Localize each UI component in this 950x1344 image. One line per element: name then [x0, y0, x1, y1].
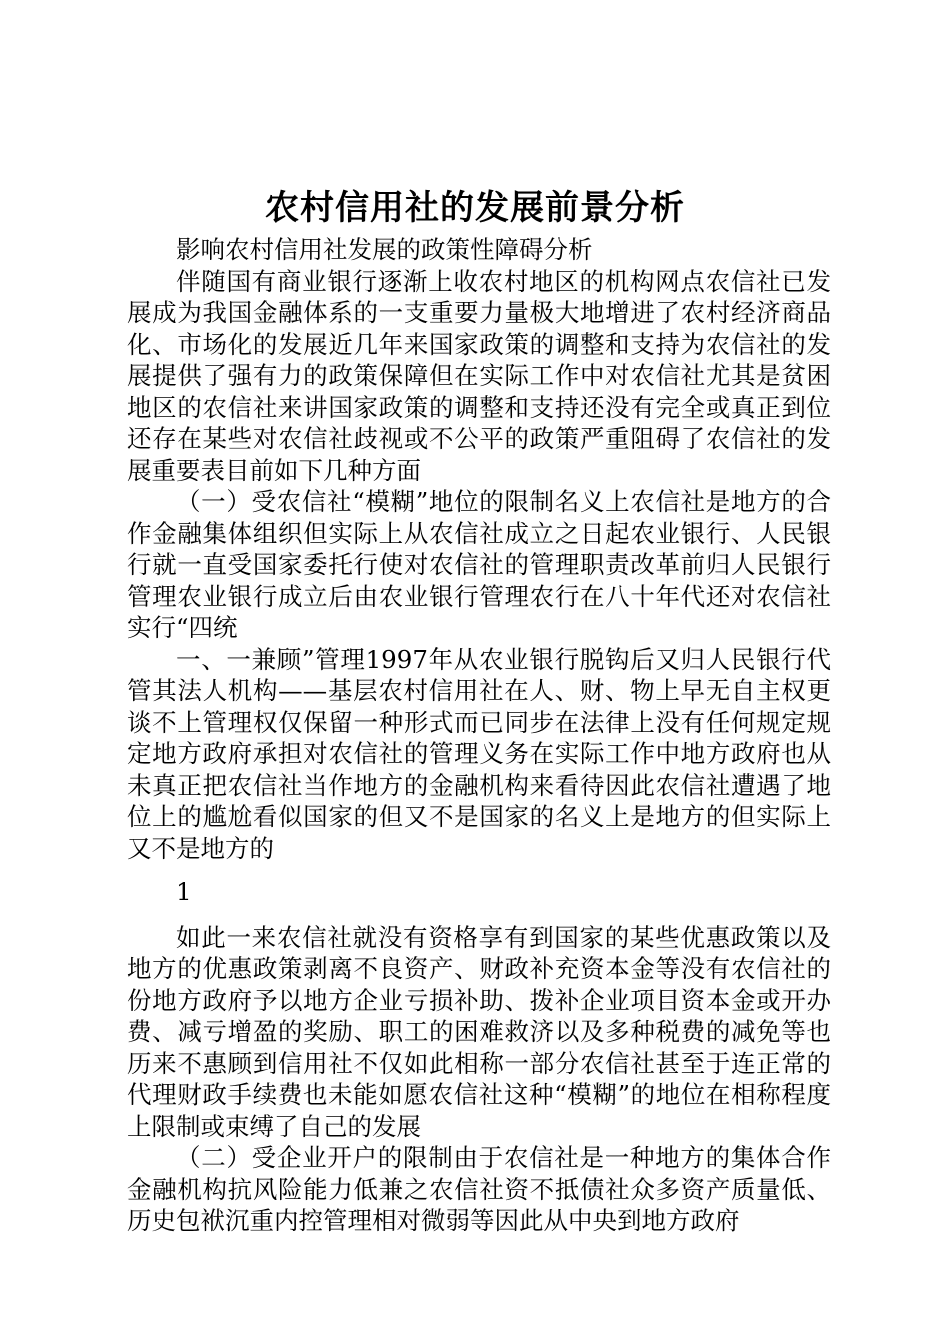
paragraph: （一）受农信社“模糊”地位的限制名义上农信社是地方的合作金融集体组织但实际上从农信社成立之日起农业银行、人民银行就一直受国家委托行使对农信社的管理职责改革前归人民银行管理农业银行成立后由农业银行管理农行在八十年代还对农信社实行“四统	[127, 487, 831, 642]
paragraph: （二）受企业开户的限制由于农信社是一种地方的集体合作金融机构抗风险能力低兼之农信社资不抵债社众多资产质量低、历史包袱沉重内控管理相对微弱等因此从中央到地方政府	[127, 1143, 831, 1235]
document-title: 农村信用社的发展前景分析	[265, 188, 685, 228]
page-number: 1	[176, 877, 192, 906]
section-heading: 影响农村信用社发展的政策性障碍分析	[176, 235, 593, 264]
paragraph: 伴随国有商业银行逐渐上收农村地区的机构网点农信社已发展成为我国金融体系的一支重要力量极大地增进了农村经济商品化、市场化的发展近几年来国家政策的调整和支持为农信社的发展提供了强有力的政策保障但在实际工作中对农信社尤其是贫困地区的农信社来讲国家政策的调整和支持还没有完全或真正到位还存在某些对农信社歧视或不公平的政策严重阻碍了农信社的发展重要表目前如下几种方面	[127, 266, 831, 485]
document-body	[127, 234, 831, 1237]
paragraph: 如此一来农信社就没有资格享有到国家的某些优惠政策以及地方的优惠政策剥离不良资产、财政补充资本金等没有农信社的份地方政府予以地方企业亏损补助、拨补企业项目资本金或开办费、减亏增盈的奖励、职工的困难救济以及多种税费的减免等也历来不惠顾到信用社不仅如此相称一部分农信社甚至于连正常的代理财政手续费也未能如愿农信社这种“模糊”的地位在相称程度上限制或束缚了自己的发展	[127, 922, 831, 1141]
paragraph: 一、一兼顾”管理1997年从农业银行脱钩后又归人民银行代管其法人机构——基层农村信用社在人、财、物上早无自主权更谈不上管理权仅保留一种形式而已同步在法律上没有任何规定规定地方政府承担对农信社的管理义务在实际工作中地方政府也从未真正把农信社当作地方的金融机构来看待因此农信社遭遇了地位上的尴尬看似国家的但又不是国家的名义上是地方的但实际上又不是地方的	[127, 644, 831, 863]
